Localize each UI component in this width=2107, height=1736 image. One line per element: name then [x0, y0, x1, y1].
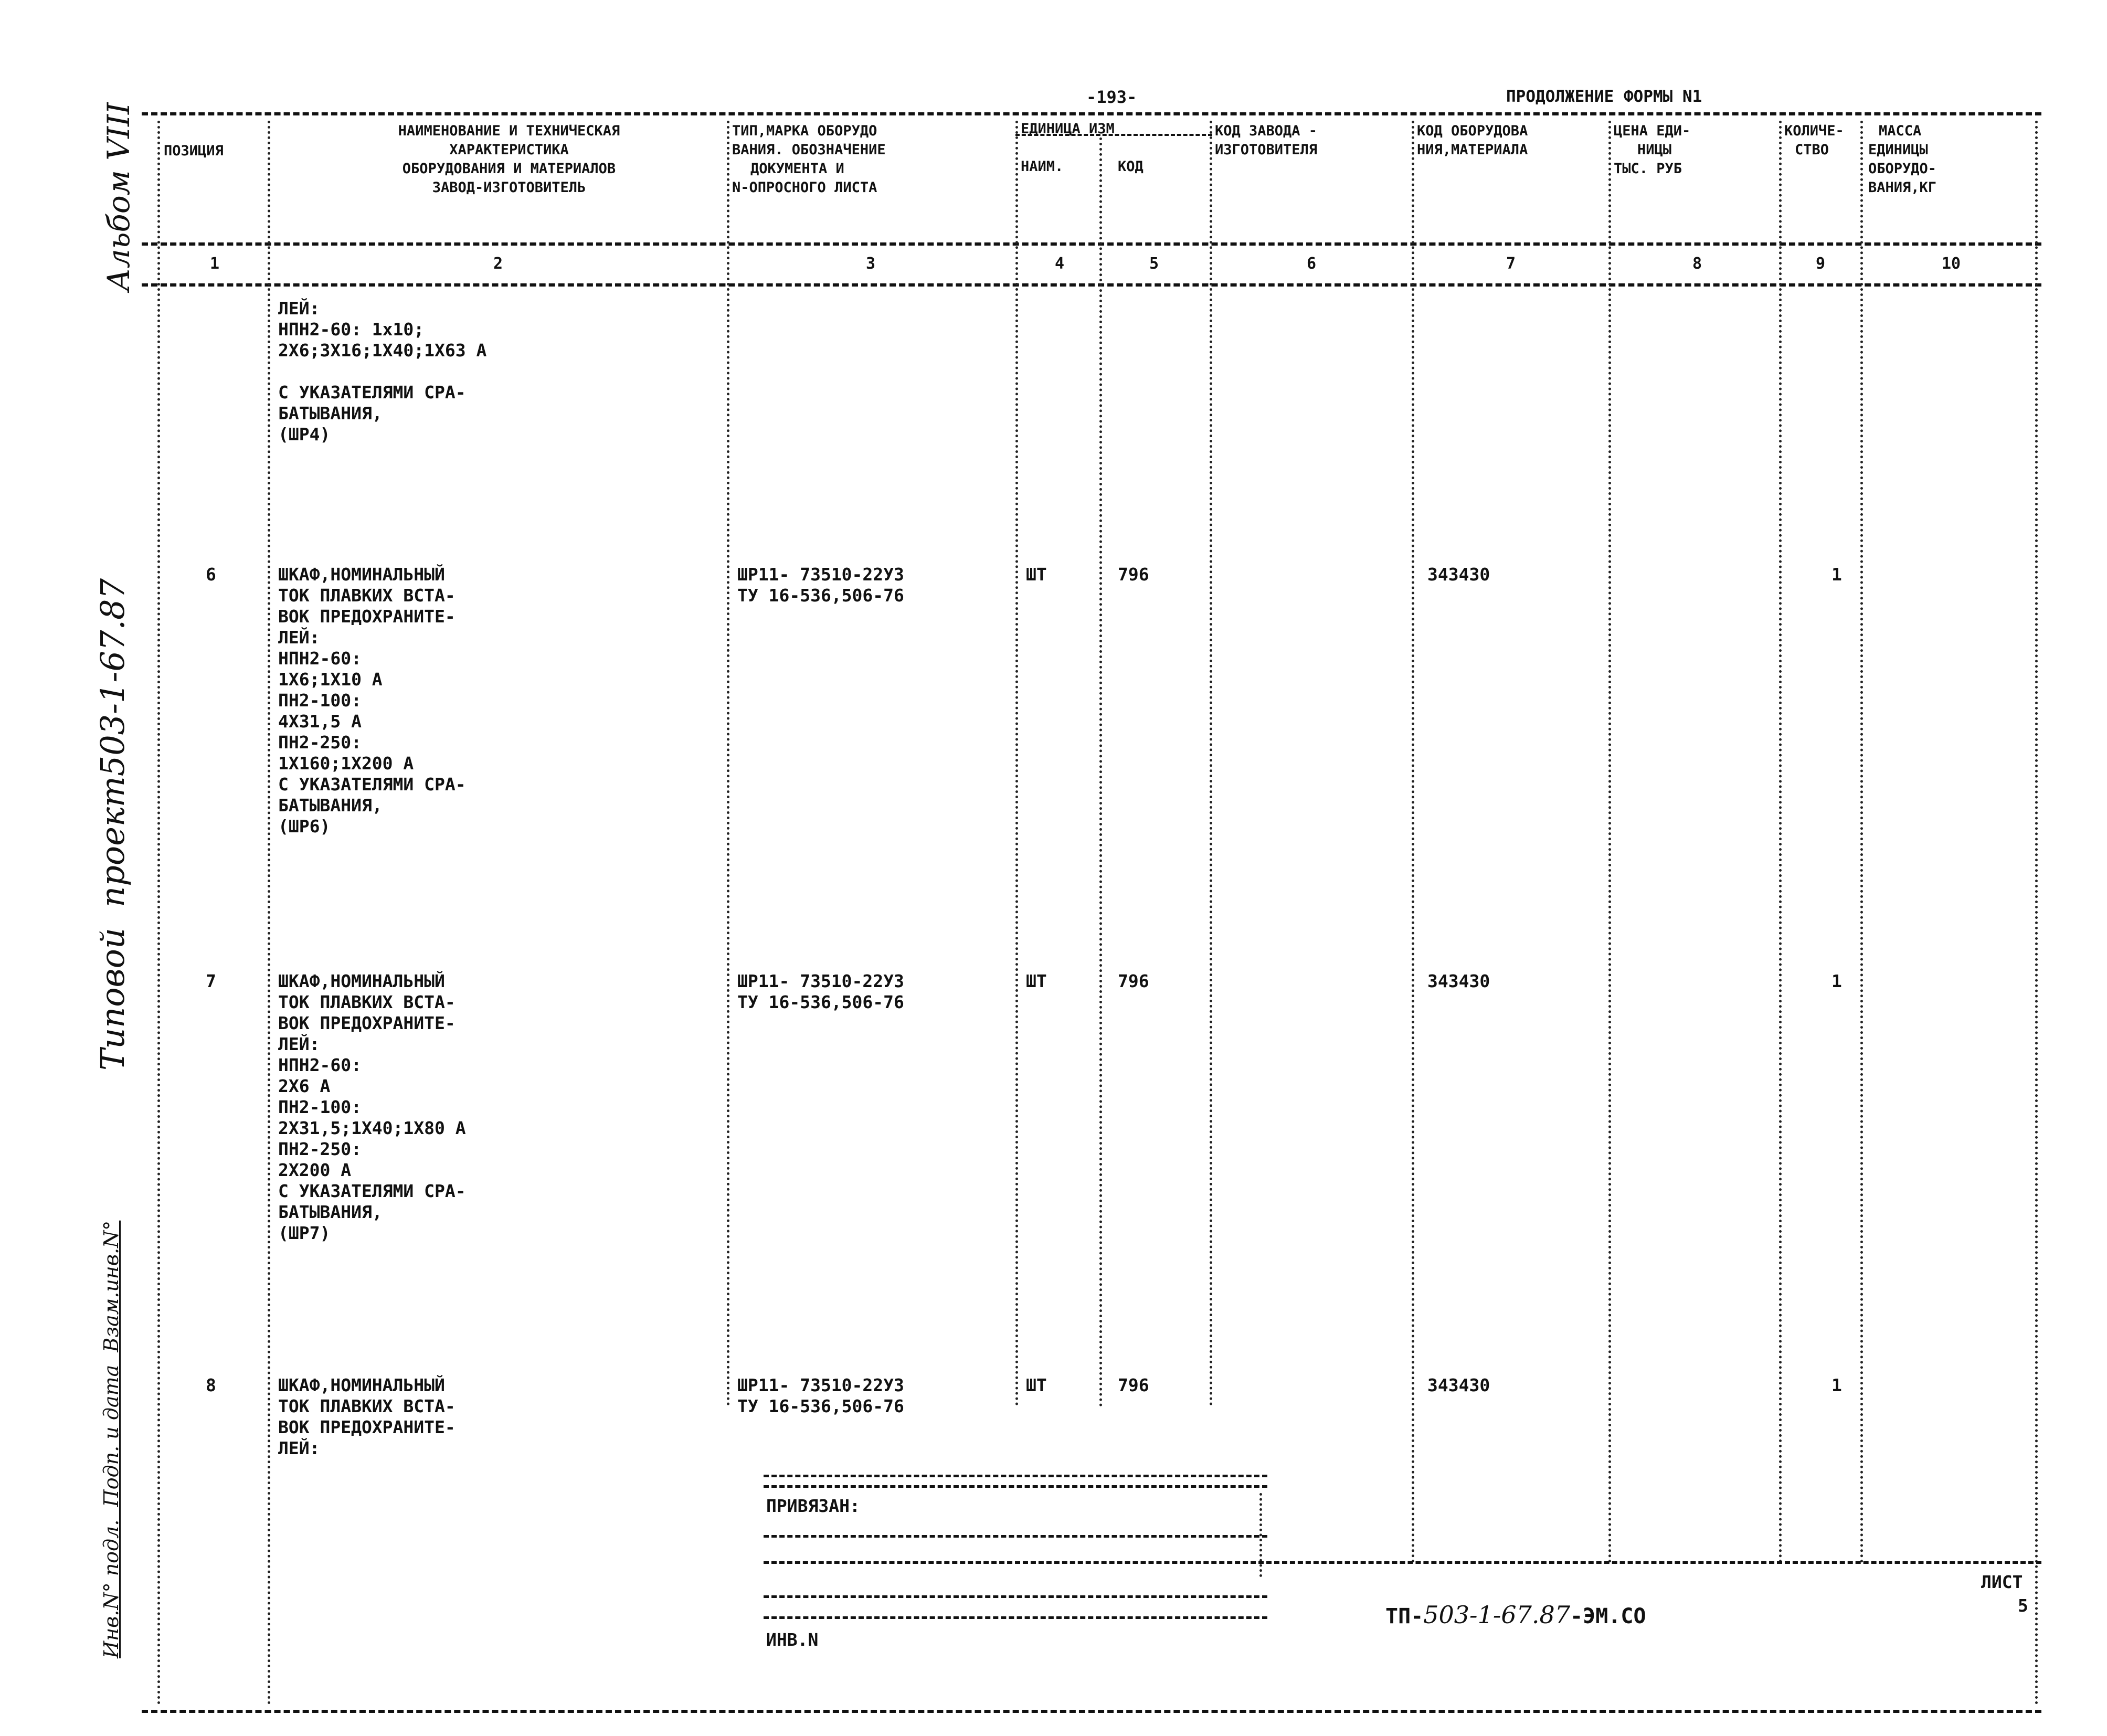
- header-position: ПОЗИЦИЯ: [164, 143, 224, 159]
- stamp-bound-label: ПРИВЯЗАН:: [766, 1496, 860, 1516]
- header-mass-4: ВАНИЯ,КГ: [1868, 179, 1937, 196]
- sheet-number: 5: [2018, 1595, 2028, 1616]
- row-name-line: (ШР6): [278, 816, 331, 837]
- project-label: [93, 578, 132, 1071]
- doc-code-number: 503-1-67.87: [1423, 1601, 1571, 1629]
- form-continuation: ПРОДОЛЖЕНИЕ ФОРМЫ N1: [1506, 87, 1702, 106]
- colnum-7: 7: [1506, 255, 1516, 273]
- col-sep-4: [1099, 137, 1102, 1407]
- col-sep-right: [2035, 121, 2038, 1706]
- header-factory-code-2: ИЗГОТОВИТЕЛЯ: [1215, 142, 1318, 158]
- row-name-line: 2Х31,5;1Х40;1Х80 А: [278, 1118, 466, 1138]
- col-sep-8: [1779, 121, 1782, 1564]
- row-name-line: ЛЕЙ:: [278, 1034, 320, 1054]
- header-price-1: ЦЕНА ЕДИ-: [1614, 123, 1691, 139]
- col-sep-left: [157, 121, 160, 1706]
- row-equip-code: 343430: [1427, 971, 1490, 991]
- header-name-1: НАИМЕНОВАНИЕ И ТЕХНИЧЕСКАЯ: [398, 123, 620, 139]
- row-name-line: ТОК ПЛАВКИХ ВСТА-: [278, 585, 456, 606]
- table-top-rule: [142, 112, 2041, 115]
- row-name-line: ПН2-100:: [278, 1097, 362, 1117]
- row-type-line: ТУ 16-536,506-76: [737, 992, 904, 1012]
- header-bottom-rule: [142, 242, 2041, 246]
- side-stamps: Инв.N° подл. Подп. и дата Взам.инв.N°: [100, 1220, 123, 1658]
- row-name-line: 1Х6;1Х10 А: [278, 669, 383, 690]
- header-mass-3: ОБОРУДО-: [1868, 161, 1937, 177]
- row-name-line: ШКАФ,НОМИНАЛЬНЫЙ: [278, 1375, 445, 1395]
- colnum-9: 9: [1816, 255, 1826, 273]
- header-price-3: ТЫС. РУБ: [1614, 161, 1682, 177]
- row-name-line: ТОК ПЛАВКИХ ВСТА-: [278, 1396, 456, 1416]
- cont-line: НПН2-60: 1х10;: [278, 319, 425, 340]
- stamp-rule-3: [764, 1535, 1267, 1538]
- row-qty: 1: [1831, 1375, 1842, 1395]
- col-sep-9: [1860, 121, 1863, 1564]
- header-type-3: ДОКУМЕНТА И: [750, 161, 844, 177]
- header-type-4: N-ОПРОСНОГО ЛИСТА: [732, 179, 877, 196]
- col-sep-7: [1608, 121, 1611, 1564]
- stamp-inv-label: ИНВ.N: [766, 1629, 819, 1650]
- row-name-line: ЛЕЙ:: [278, 1438, 320, 1458]
- row-name-line: НПН2-60:: [278, 1055, 362, 1075]
- table-bottom-rule: [142, 1710, 2041, 1713]
- row-position: 8: [206, 1375, 216, 1395]
- header-name-2: ХАРАКТЕРИСТИКА: [449, 142, 569, 158]
- cont-line: БАТЫВАНИЯ,: [278, 403, 383, 424]
- doc-code-suffix: -ЭМ.СО: [1570, 1604, 1646, 1628]
- row-equip-code: 343430: [1427, 1375, 1490, 1395]
- col-sep-1: [268, 121, 270, 1706]
- colnum-1: 1: [210, 255, 220, 273]
- colnum-bottom-rule: [142, 283, 2041, 287]
- row-type-line: ШР11- 73510-22У3: [737, 1375, 904, 1395]
- stamp-top-rule-2: [764, 1485, 1267, 1488]
- row-name-line: ЛЕЙ:: [278, 627, 320, 648]
- cont-line: (ШР4): [278, 424, 331, 444]
- row-unit: ШТ: [1026, 564, 1047, 585]
- project-prefix: Типовой проект: [93, 776, 132, 1071]
- header-factory-code-1: КОД ЗАВОДА -: [1215, 123, 1318, 139]
- header-equip-code-1: КОД ОБОРУДОВА: [1417, 123, 1528, 139]
- row-name-line: ТОК ПЛАВКИХ ВСТА-: [278, 992, 456, 1012]
- row-name-line: БАТЫВАНИЯ,: [278, 1202, 383, 1222]
- project-number: 503-1-67.87: [93, 578, 132, 777]
- row-name-line: ВОК ПРЕДОХРАНИТЕ-: [278, 1013, 456, 1033]
- row-equip-code: 343430: [1427, 564, 1490, 585]
- row-name-line: (ШР7): [278, 1223, 331, 1243]
- row-name-line: С УКАЗАТЕЛЯМИ СРА-: [278, 774, 466, 795]
- colnum-6: 6: [1307, 255, 1317, 273]
- row-unit: ШТ: [1026, 1375, 1047, 1395]
- row-name-line: БАТЫВАНИЯ,: [278, 795, 383, 816]
- header-unit: ЕДИНИЦА ИЗМ: [1021, 121, 1115, 137]
- row-name-line: ШКАФ,НОМИНАЛЬНЫЙ: [278, 971, 445, 991]
- colnum-5: 5: [1149, 255, 1159, 273]
- row-type-line: ТУ 16-536,506-76: [737, 1396, 904, 1416]
- col-sep-5: [1210, 121, 1212, 1406]
- colnum-3: 3: [866, 255, 876, 273]
- col-sep-3: [1015, 121, 1018, 1406]
- stamp-top-rule: [764, 1475, 1267, 1477]
- header-unit-code: КОД: [1118, 158, 1144, 175]
- row-type-line: ШР11- 73510-22У3: [737, 971, 904, 991]
- colnum-10: 10: [1942, 255, 1961, 273]
- row-name-line: 2Х6 А: [278, 1076, 331, 1096]
- row-name-line: ПН2-250:: [278, 1139, 362, 1159]
- row-name-line: НПН2-60:: [278, 648, 362, 669]
- header-name-3: ОБОРУДОВАНИЯ И МАТЕРИАЛОВ: [402, 161, 616, 177]
- header-name-4: ЗАВОД-ИЗГОТОВИТЕЛЬ: [432, 179, 586, 196]
- stamp-rule-5: [764, 1595, 1267, 1598]
- header-mass-2: ЕДИНИЦЫ: [1868, 142, 1928, 158]
- row-position: 6: [206, 564, 216, 585]
- album-label: Альбом VIII: [101, 102, 136, 291]
- col-sep-2: [727, 121, 729, 1406]
- header-price-2: НИЦЫ: [1637, 142, 1672, 158]
- stamp-rule-6: [764, 1616, 1267, 1619]
- row-name-line: 1Х160;1Х200 А: [278, 753, 414, 774]
- header-qty-1: КОЛИЧЕ-: [1784, 123, 1844, 139]
- row-name-line: ПН2-100:: [278, 690, 362, 711]
- row-name-line: С УКАЗАТЕЛЯМИ СРА-: [278, 1181, 466, 1201]
- row-name-line: 4Х31,5 А: [278, 711, 362, 732]
- row-unit-code: 796: [1118, 1375, 1149, 1395]
- header-unit-name: НАИМ.: [1021, 158, 1064, 175]
- row-unit: ШТ: [1026, 971, 1047, 991]
- doc-code: [1385, 1601, 1646, 1629]
- stamp-rule-4: [764, 1561, 2041, 1564]
- page-number: -193-: [1086, 87, 1137, 107]
- cont-line: ЛЕЙ:: [278, 298, 320, 319]
- cont-line: С УКАЗАТЕЛЯМИ СРА-: [278, 382, 466, 403]
- header-qty-2: СТВО: [1795, 142, 1829, 158]
- col-sep-6: [1412, 121, 1414, 1564]
- header-equip-code-2: НИЯ,МАТЕРИАЛА: [1417, 142, 1528, 158]
- row-unit-code: 796: [1118, 971, 1149, 991]
- colnum-2: 2: [493, 255, 503, 273]
- row-unit-code: 796: [1118, 564, 1149, 585]
- row-type-line: ТУ 16-536,506-76: [737, 585, 904, 606]
- row-type-line: ШР11- 73510-22У3: [737, 564, 904, 585]
- row-position: 7: [206, 971, 216, 991]
- row-name-line: ВОК ПРЕДОХРАНИТЕ-: [278, 1417, 456, 1437]
- colnum-8: 8: [1692, 255, 1702, 273]
- doc-code-prefix: ТП-: [1385, 1604, 1424, 1628]
- header-type-2: ВАНИЯ. ОБОЗНАЧЕНИЕ: [732, 142, 886, 158]
- sheet-label: ЛИСТ: [1981, 1572, 2023, 1592]
- header-mass-1: МАССА: [1879, 123, 1922, 139]
- cont-line: 2Х6;3Х16;1Х40;1Х63 А: [278, 340, 487, 361]
- row-qty: 1: [1831, 971, 1842, 991]
- row-name-line: ПН2-250:: [278, 732, 362, 753]
- row-name-line: ШКАФ,НОМИНАЛЬНЫЙ: [278, 564, 445, 585]
- row-name-line: 2Х200 А: [278, 1160, 352, 1180]
- colnum-4: 4: [1055, 255, 1065, 273]
- header-type-1: ТИП,МАРКА ОБОРУДО: [732, 123, 877, 139]
- row-name-line: ВОК ПРЕДОХРАНИТЕ-: [278, 606, 456, 627]
- row-qty: 1: [1831, 564, 1842, 585]
